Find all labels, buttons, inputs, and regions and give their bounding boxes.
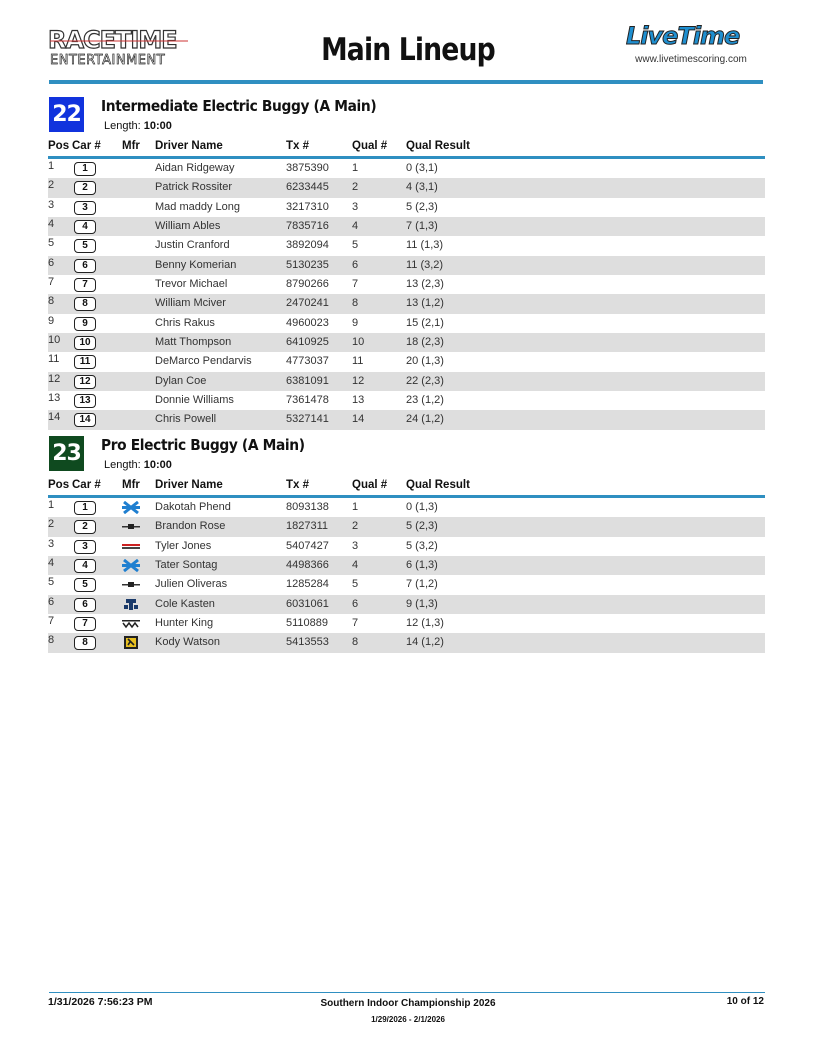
qual-cell: 6: [352, 258, 359, 271]
footer-divider: [49, 992, 765, 993]
qual-result-cell: 0 (3,1): [406, 162, 438, 174]
qual-cell: 11: [352, 355, 364, 368]
mfr-cell: [121, 355, 141, 368]
associated-logo-icon: [121, 520, 141, 533]
tx-cell: 4960023: [286, 316, 329, 329]
pos-cell: 1: [48, 499, 55, 511]
qual-result-cell: 20 (1,3): [406, 355, 444, 368]
car-number-badge: 2: [74, 181, 96, 195]
tx-cell: 5407427: [286, 539, 329, 552]
driver-name-cell: Tyler Jones: [155, 539, 212, 552]
tx-cell: 6381091: [286, 374, 329, 387]
qual-result-cell: 7 (1,2): [406, 578, 438, 591]
table-row: [48, 556, 765, 575]
race-number-badge: 23: [49, 436, 84, 471]
qual-cell: 8: [352, 297, 359, 310]
page-number: 10 of 12: [726, 996, 764, 1007]
car-number-badge: 3: [74, 540, 96, 554]
driver-name-cell: Julien Oliveras: [155, 578, 228, 591]
driver-name-cell: Trevor Michael: [155, 277, 228, 290]
driver-name-cell: Justin Cranford: [155, 239, 230, 252]
driver-name-cell: Hunter King: [155, 616, 214, 629]
tx-cell: 1285284: [286, 578, 329, 591]
race-length-value: 10:00: [143, 120, 172, 132]
col-tx: Tx #: [286, 479, 310, 491]
qual-result-cell: 22 (2,3): [406, 374, 444, 387]
car-number-badge: 4: [74, 220, 96, 234]
qual-result-cell: 24 (1,2): [406, 413, 444, 426]
schumacher-logo-icon: [121, 540, 141, 553]
tx-cell: 8093138: [286, 501, 329, 513]
mfr-cell: [121, 336, 141, 349]
column-header-row: [48, 139, 765, 159]
race-number-badge: 22: [49, 97, 84, 132]
car-number-badge: 3: [74, 201, 96, 215]
car-number-badge: 6: [74, 598, 96, 612]
table-row: [48, 314, 765, 333]
mfr-cell: [121, 317, 141, 330]
mugen-logo-icon: [121, 636, 141, 649]
table-row: [48, 614, 765, 633]
pos-cell: 7: [48, 614, 55, 627]
column-header-row: [48, 478, 765, 498]
col-driver: Driver Name: [155, 140, 223, 152]
car-number-badge: 5: [74, 239, 96, 253]
associated-logo-icon: [121, 578, 141, 591]
tx-cell: 3892094: [286, 239, 329, 252]
driver-name-cell: William Ables: [155, 219, 221, 232]
race-length: [104, 120, 172, 132]
qual-result-cell: 12 (1,3): [406, 616, 444, 629]
tx-cell: 2470241: [286, 297, 329, 310]
qual-result-cell: 14 (1,2): [406, 636, 444, 649]
qual-result-cell: 6 (1,3): [406, 558, 438, 571]
tx-cell: 5327141: [286, 413, 329, 426]
tekno-logo-icon: [121, 598, 141, 611]
pos-cell: 5: [48, 576, 55, 589]
table-row: [48, 391, 765, 410]
driver-name-cell: Tater Sontag: [155, 558, 218, 571]
race-name: Intermediate Electric Buggy (A Main): [101, 97, 377, 115]
pos-cell: 3: [48, 537, 55, 550]
driver-name-cell: Brandon Rose: [155, 520, 226, 533]
table-row: [48, 294, 765, 313]
pos-cell: 1: [48, 160, 55, 172]
car-number-badge: 7: [74, 617, 96, 631]
table-row: [48, 633, 765, 652]
lineup-table: [48, 498, 765, 653]
tx-cell: 1827311: [286, 520, 329, 533]
mfr-cell: [121, 297, 141, 310]
driver-name-cell: Kody Watson: [155, 636, 221, 649]
race-length: [104, 459, 172, 471]
table-row: [48, 352, 765, 371]
logo-text-top: RACETIME: [48, 26, 177, 54]
table-row: [48, 333, 765, 352]
mfr-cell: [121, 201, 141, 214]
driver-name-cell: William Mciver: [155, 297, 226, 310]
car-number-badge: 4: [74, 559, 96, 573]
pos-cell: 13: [48, 391, 61, 404]
race-name: Pro Electric Buggy (A Main): [101, 436, 305, 454]
qual-result-cell: 5 (3,2): [406, 539, 438, 552]
col-mfr: Mfr: [122, 479, 140, 491]
qual-cell: 4: [352, 558, 359, 571]
xray-logo-icon: [121, 501, 141, 514]
qual-result-cell: 11 (3,2): [406, 258, 444, 271]
col-qual-result: Qual Result: [406, 140, 470, 152]
pos-cell: 5: [48, 237, 55, 250]
qual-cell: 6: [352, 597, 359, 610]
qual-result-cell: 13 (1,2): [406, 297, 444, 310]
site-url: www.livetimescoring.com: [635, 54, 747, 65]
col-mfr: Mfr: [122, 140, 140, 152]
tx-cell: 5110889: [286, 616, 329, 629]
mfr-cell: [121, 162, 141, 175]
driver-name-cell: Matt Thompson: [155, 335, 232, 348]
pos-cell: 8: [48, 634, 55, 647]
qual-result-cell: 0 (1,3): [406, 501, 438, 513]
driver-name-cell: DeMarco Pendarvis: [155, 355, 252, 368]
report-header: [0, 0, 816, 90]
qual-result-cell: 5 (2,3): [406, 200, 438, 213]
pos-cell: 2: [48, 179, 55, 192]
car-number-badge: 13: [74, 394, 96, 408]
pos-cell: 2: [48, 518, 55, 531]
mfr-cell: [121, 239, 141, 252]
pos-cell: 9: [48, 314, 55, 327]
col-qual: Qual #: [352, 479, 388, 491]
qual-cell: 7: [352, 616, 359, 629]
qual-cell: 5: [352, 578, 359, 591]
mfr-cell: [121, 259, 141, 272]
qual-cell: 13: [352, 393, 365, 406]
tx-cell: 4773037: [286, 355, 329, 368]
qual-result-cell: 9 (1,3): [406, 597, 438, 610]
driver-name-cell: Donnie Williams: [155, 393, 234, 406]
tx-cell: 6410925: [286, 335, 329, 348]
qual-cell: 1: [352, 162, 359, 174]
table-row: [48, 198, 765, 217]
race-length-label: Length:: [104, 120, 141, 132]
driver-name-cell: Benny Komerian: [155, 258, 237, 271]
qual-result-cell: 13 (2,3): [406, 277, 444, 290]
table-row: [48, 178, 765, 197]
lineup-table: [48, 159, 765, 430]
qual-cell: 9: [352, 316, 359, 329]
pos-cell: 14: [48, 411, 61, 424]
qual-cell: 2: [352, 520, 359, 533]
car-number-badge: 10: [74, 336, 96, 350]
qual-cell: 12: [352, 374, 365, 387]
qual-cell: 10: [352, 335, 365, 348]
table-row: [48, 410, 765, 429]
col-car: Car #: [72, 140, 101, 152]
table-row: [48, 236, 765, 255]
table-row: [48, 595, 765, 614]
mfr-cell: [121, 181, 141, 194]
logo-text-bottom: ENTERTAINMENT: [50, 53, 166, 68]
driver-name-cell: Cole Kasten: [155, 597, 215, 610]
pos-cell: 10: [48, 333, 61, 346]
qual-cell: 7: [352, 277, 359, 290]
pos-cell: 12: [48, 372, 61, 385]
tx-cell: 6031061: [286, 597, 329, 610]
qual-cell: 3: [352, 200, 359, 213]
xray-logo-icon: [121, 559, 141, 572]
header-divider: [49, 80, 763, 84]
table-row: [48, 275, 765, 294]
table-row: [48, 517, 765, 536]
qual-cell: 8: [352, 636, 359, 649]
table-row: [48, 256, 765, 275]
qual-result-cell: 23 (1,2): [406, 393, 444, 406]
mfr-cell: [121, 278, 141, 291]
pos-cell: 7: [48, 275, 55, 288]
livetime-logo-text: LiveTime: [626, 22, 740, 50]
qual-cell: 14: [352, 413, 365, 426]
driver-name-cell: Chris Powell: [155, 413, 217, 426]
tx-cell: 3217310: [286, 200, 329, 213]
car-number-badge: 1: [74, 501, 96, 515]
pos-cell: 6: [48, 256, 55, 269]
mfr-cell: [121, 220, 141, 233]
mfr-cell: [121, 413, 141, 426]
col-pos: Pos: [48, 479, 70, 491]
qual-cell: 5: [352, 239, 359, 252]
col-pos: Pos: [48, 140, 70, 152]
yokomo-logo-icon: [121, 617, 141, 630]
table-row: [48, 537, 765, 556]
table-row: [48, 217, 765, 236]
car-number-badge: 1: [74, 162, 96, 176]
qual-result-cell: 4 (3,1): [406, 181, 438, 194]
page-title: Main Lineup: [321, 32, 495, 68]
qual-result-cell: 18 (2,3): [406, 335, 444, 348]
driver-name-cell: Chris Rakus: [155, 316, 215, 329]
car-number-badge: 14: [74, 413, 96, 427]
mfr-cell: [121, 394, 141, 407]
car-number-badge: 11: [74, 355, 96, 369]
tx-cell: 5130235: [286, 258, 329, 271]
col-car: Car #: [72, 479, 101, 491]
pos-cell: 3: [48, 198, 55, 211]
driver-name-cell: Mad maddy Long: [155, 200, 240, 213]
qual-result-cell: 11 (1,3): [406, 239, 444, 252]
qual-result-cell: 5 (2,3): [406, 520, 438, 533]
pos-cell: 8: [48, 295, 55, 308]
driver-name-cell: Aidan Ridgeway: [155, 162, 235, 174]
table-row: [48, 498, 765, 517]
qual-cell: 2: [352, 181, 359, 194]
pos-cell: 11: [48, 353, 60, 366]
qual-cell: 3: [352, 539, 359, 552]
tx-cell: 3875390: [286, 162, 329, 174]
tx-cell: 5413553: [286, 636, 329, 649]
col-qual-result: Qual Result: [406, 479, 470, 491]
col-qual: Qual #: [352, 140, 388, 152]
car-number-badge: 5: [74, 578, 96, 592]
race-length-label: Length:: [104, 459, 141, 471]
driver-name-cell: Dakotah Phend: [155, 501, 231, 513]
pos-cell: 6: [48, 595, 55, 608]
col-driver: Driver Name: [155, 479, 223, 491]
event-name: Southern Indoor Championship 2026: [320, 998, 496, 1009]
car-number-badge: 8: [74, 636, 96, 650]
event-dates: 1/29/2026 - 2/1/2026: [371, 1015, 445, 1024]
car-number-badge: 12: [74, 375, 96, 389]
car-number-badge: 9: [74, 317, 96, 331]
qual-result-cell: 15 (2,1): [406, 316, 444, 329]
driver-name-cell: Patrick Rossiter: [155, 181, 233, 194]
tx-cell: 8790266: [286, 277, 329, 290]
driver-name-cell: Dylan Coe: [155, 374, 207, 387]
tx-cell: 6233445: [286, 181, 329, 194]
tx-cell: 4498366: [286, 558, 329, 571]
car-number-badge: 8: [74, 297, 96, 311]
table-row: [48, 575, 765, 594]
car-number-badge: 2: [74, 520, 96, 534]
table-row: [48, 159, 765, 178]
qual-result-cell: 7 (1,3): [406, 219, 438, 232]
mfr-cell: [121, 375, 141, 388]
car-number-badge: 7: [74, 278, 96, 292]
table-row: [48, 372, 765, 391]
print-timestamp: 1/31/2026 7:56:23 PM: [48, 996, 153, 1008]
col-tx: Tx #: [286, 140, 310, 152]
race-length-value: 10:00: [143, 459, 172, 471]
car-number-badge: 6: [74, 259, 96, 273]
tx-cell: 7835716: [286, 219, 329, 232]
qual-cell: 1: [352, 501, 359, 513]
qual-cell: 4: [352, 219, 359, 232]
tx-cell: 7361478: [286, 393, 329, 406]
pos-cell: 4: [48, 556, 55, 569]
pos-cell: 4: [48, 217, 55, 230]
